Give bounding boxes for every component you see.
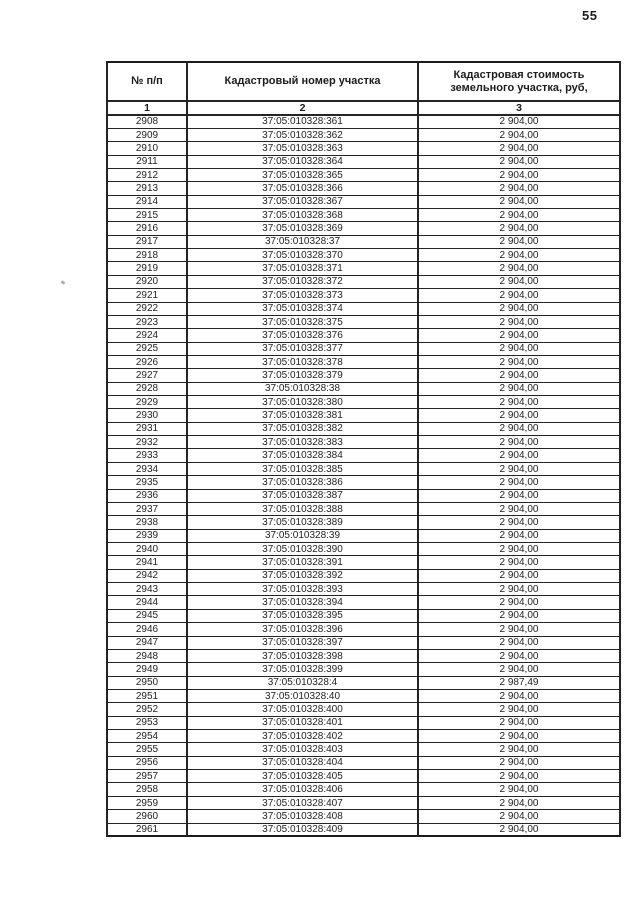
cadastral-number-cell: 37:05:010328:37 (187, 235, 418, 248)
row-index-cell: 2953 (107, 716, 187, 729)
cadastral-value-cell: 2 904,00 (418, 569, 620, 582)
cadastral-number-cell: 37:05:010328:372 (187, 275, 418, 288)
cadastral-number-cell: 37:05:010328:373 (187, 289, 418, 302)
cadastral-number-cell: 37:05:010328:379 (187, 369, 418, 382)
row-index-cell: 2936 (107, 489, 187, 502)
row-index-cell: 2916 (107, 222, 187, 235)
row-index-cell: 2938 (107, 516, 187, 529)
cadastral-value-cell: 2 904,00 (418, 556, 620, 569)
table-row (107, 115, 620, 128)
cadastral-value-cell: 2 904,00 (418, 396, 620, 409)
cadastral-number-cell: 37:05:010328:371 (187, 262, 418, 275)
cadastral-value-cell: 2 904,00 (418, 623, 620, 636)
cadastral-number-cell: 37:05:010328:409 (187, 823, 418, 836)
table-row (107, 275, 620, 288)
cadastral-value-cell: 2 904,00 (418, 289, 620, 302)
table-row (107, 689, 620, 702)
cadastral-value-cell: 2 904,00 (418, 115, 620, 128)
cadastral-number-cell: 37:05:010328:365 (187, 168, 418, 181)
cadastral-value-cell: 2 904,00 (418, 502, 620, 515)
table-row (107, 502, 620, 515)
row-index-cell: 2955 (107, 743, 187, 756)
table-row (107, 422, 620, 435)
table-row (107, 796, 620, 809)
cadastral-number-cell: 37:05:010328:361 (187, 115, 418, 128)
table-row (107, 262, 620, 275)
cadastral-value-cell: 2 904,00 (418, 382, 620, 395)
cadastral-value-cell: 2 904,00 (418, 209, 620, 222)
row-index-cell: 2949 (107, 663, 187, 676)
cadastral-number-cell: 37:05:010328:39 (187, 529, 418, 542)
row-index-cell: 2945 (107, 609, 187, 622)
row-index-cell: 2914 (107, 195, 187, 208)
row-index-cell: 2943 (107, 583, 187, 596)
cadastral-number-cell: 37:05:010328:398 (187, 649, 418, 662)
cadastral-number-cell: 37:05:010328:4 (187, 676, 418, 689)
table-row (107, 302, 620, 315)
table-row (107, 649, 620, 662)
row-index-cell: 2952 (107, 703, 187, 716)
cadastral-value-cell: 2 904,00 (418, 249, 620, 262)
row-index-cell: 2957 (107, 770, 187, 783)
cadastral-value-cell: 2 987,49 (418, 676, 620, 689)
cadastral-value-cell: 2 904,00 (418, 663, 620, 676)
table-row (107, 396, 620, 409)
cadastral-number-cell: 37:05:010328:406 (187, 783, 418, 796)
row-index-cell: 2928 (107, 382, 187, 395)
cadastral-value-cell: 2 904,00 (418, 756, 620, 769)
cadastral-number-cell: 37:05:010328:388 (187, 502, 418, 515)
cadastral-number-cell: 37:05:010328:378 (187, 355, 418, 368)
row-index-cell: 2913 (107, 182, 187, 195)
cadastral-value-cell: 2 904,00 (418, 596, 620, 609)
table-row (107, 596, 620, 609)
table-row (107, 569, 620, 582)
table-row (107, 623, 620, 636)
cadastral-number-cell: 37:05:010328:362 (187, 128, 418, 141)
cadastral-number-cell: 37:05:010328:389 (187, 516, 418, 529)
cadastral-number-cell: 37:05:010328:399 (187, 663, 418, 676)
table-row (107, 168, 620, 181)
row-index-cell: 2919 (107, 262, 187, 275)
table-row (107, 703, 620, 716)
cadastral-value-cell: 2 904,00 (418, 355, 620, 368)
row-index-cell: 2941 (107, 556, 187, 569)
table-row (107, 342, 620, 355)
cadastral-number-cell: 37:05:010328:40 (187, 689, 418, 702)
cadastral-number-cell: 37:05:010328:384 (187, 449, 418, 462)
cadastral-value-cell: 2 904,00 (418, 783, 620, 796)
table-row (107, 609, 620, 622)
cadastral-value-cell: 2 904,00 (418, 449, 620, 462)
row-index-cell: 2918 (107, 249, 187, 262)
table-row (107, 315, 620, 328)
cadastral-number-cell: 37:05:010328:366 (187, 182, 418, 195)
row-index-cell: 2939 (107, 529, 187, 542)
row-index-cell: 2942 (107, 569, 187, 582)
table-row (107, 235, 620, 248)
cadastral-number-cell: 37:05:010328:386 (187, 476, 418, 489)
table-header-row (107, 62, 620, 101)
table-row (107, 743, 620, 756)
cadastral-number-cell: 37:05:010328:377 (187, 342, 418, 355)
table-body (107, 115, 620, 836)
table-row (107, 770, 620, 783)
row-index-cell: 2940 (107, 543, 187, 556)
row-index-cell: 2959 (107, 796, 187, 809)
row-index-cell: 2917 (107, 235, 187, 248)
column-header-index-label: № п/п (131, 75, 163, 87)
cadastral-value-cell: 2 904,00 (418, 529, 620, 542)
cadastral-number-cell: 37:05:010328:407 (187, 796, 418, 809)
row-index-cell: 2934 (107, 462, 187, 475)
cadastral-number-cell: 37:05:010328:375 (187, 315, 418, 328)
cadastral-value-cell: 2 904,00 (418, 462, 620, 475)
cadastral-value-cell: 2 904,00 (418, 369, 620, 382)
cadastral-value-cell: 2 904,00 (418, 649, 620, 662)
cadastral-value-cell: 2 904,00 (418, 315, 620, 328)
table-row (107, 823, 620, 836)
cadastral-number-cell: 37:05:010328:370 (187, 249, 418, 262)
row-index-cell: 2948 (107, 649, 187, 662)
row-index-cell: 2911 (107, 155, 187, 168)
cadastral-number-cell: 37:05:010328:392 (187, 569, 418, 582)
cadastral-number-cell: 37:05:010328:405 (187, 770, 418, 783)
cadastral-value-cell: 2 904,00 (418, 168, 620, 181)
row-index-cell: 2927 (107, 369, 187, 382)
table-row (107, 636, 620, 649)
row-index-cell: 2937 (107, 502, 187, 515)
cadastral-value-cell: 2 904,00 (418, 730, 620, 743)
row-index-cell: 2923 (107, 315, 187, 328)
cadastral-number-cell: 37:05:010328:374 (187, 302, 418, 315)
table-row (107, 355, 620, 368)
cadastral-number-cell: 37:05:010328:367 (187, 195, 418, 208)
cadastral-number-cell: 37:05:010328:400 (187, 703, 418, 716)
cadastral-number-cell: 37:05:010328:387 (187, 489, 418, 502)
cadastral-number-cell: 37:05:010328:390 (187, 543, 418, 556)
table-row (107, 756, 620, 769)
cadastral-value-cell: 2 904,00 (418, 796, 620, 809)
cadastral-value-cell: 2 904,00 (418, 142, 620, 155)
table-row (107, 476, 620, 489)
table-row (107, 329, 620, 342)
table-row (107, 222, 620, 235)
row-index-cell: 2958 (107, 783, 187, 796)
cadastral-value-cell: 2 904,00 (418, 823, 620, 836)
table-row (107, 289, 620, 302)
cadastral-value-cell: 2 904,00 (418, 689, 620, 702)
table-row (107, 128, 620, 141)
row-index-cell: 2915 (107, 209, 187, 222)
cadastral-value-cell: 2 904,00 (418, 222, 620, 235)
table-row (107, 449, 620, 462)
table-row (107, 556, 620, 569)
table-row (107, 516, 620, 529)
row-index-cell: 2926 (107, 355, 187, 368)
cadastral-number-cell: 37:05:010328:395 (187, 609, 418, 622)
table-row (107, 142, 620, 155)
cadastral-value-cell: 2 904,00 (418, 636, 620, 649)
cadastral-value-cell: 2 904,00 (418, 182, 620, 195)
column-number-1: 1 (107, 101, 187, 115)
table-row (107, 489, 620, 502)
row-index-cell: 2935 (107, 476, 187, 489)
cadastral-number-cell: 37:05:010328:364 (187, 155, 418, 168)
page-number: 55 (582, 8, 598, 23)
table-row (107, 730, 620, 743)
column-header-cadastral-number-label: Кадастровый номер участка (224, 75, 381, 87)
cadastral-value-cell: 2 904,00 (418, 543, 620, 556)
cadastral-number-cell: 37:05:010328:401 (187, 716, 418, 729)
cadastral-value-cell: 2 904,00 (418, 422, 620, 435)
table-row (107, 716, 620, 729)
cadastral-value-cell: 2 904,00 (418, 342, 620, 355)
cadastral-value-cell: 2 904,00 (418, 489, 620, 502)
table-row (107, 543, 620, 556)
cadastral-value-cell: 2 904,00 (418, 235, 620, 248)
row-index-cell: 2924 (107, 329, 187, 342)
cadastral-number-cell: 37:05:010328:363 (187, 142, 418, 155)
cadastral-value-cell: 2 904,00 (418, 195, 620, 208)
row-index-cell: 2922 (107, 302, 187, 315)
cadastral-number-cell: 37:05:010328:368 (187, 209, 418, 222)
row-index-cell: 2931 (107, 422, 187, 435)
cadastral-value-cell: 2 904,00 (418, 155, 620, 168)
cadastral-number-cell: 37:05:010328:408 (187, 810, 418, 823)
row-index-cell: 2956 (107, 756, 187, 769)
table-row (107, 155, 620, 168)
cadastral-value-cell: 2 904,00 (418, 609, 620, 622)
cadastral-value-table (106, 61, 621, 837)
cadastral-value-cell: 2 904,00 (418, 703, 620, 716)
row-index-cell: 2946 (107, 623, 187, 636)
row-index-cell: 2909 (107, 128, 187, 141)
table-row (107, 182, 620, 195)
column-header-index (107, 62, 187, 101)
column-header-cadastral-number (187, 62, 418, 101)
row-index-cell: 2961 (107, 823, 187, 836)
cadastral-value-cell: 2 904,00 (418, 476, 620, 489)
column-number-row (107, 101, 620, 115)
cadastral-number-cell: 37:05:010328:38 (187, 382, 418, 395)
cadastral-number-cell: 37:05:010328:402 (187, 730, 418, 743)
scan-artifact (61, 280, 66, 285)
cadastral-value-cell: 2 904,00 (418, 409, 620, 422)
cadastral-value-cell: 2 904,00 (418, 436, 620, 449)
row-index-cell: 2950 (107, 676, 187, 689)
column-header-cadastral-value-label: Кадастровая стоимость земельного участка, руб, (450, 68, 588, 94)
cadastral-value-cell: 2 904,00 (418, 516, 620, 529)
table-row (107, 409, 620, 422)
row-index-cell: 2932 (107, 436, 187, 449)
row-index-cell: 2921 (107, 289, 187, 302)
row-index-cell: 2960 (107, 810, 187, 823)
table-row (107, 436, 620, 449)
column-header-cadastral-value (418, 62, 620, 101)
cadastral-number-cell: 37:05:010328:403 (187, 743, 418, 756)
cadastral-value-cell: 2 904,00 (418, 770, 620, 783)
table-row (107, 676, 620, 689)
cadastral-number-cell: 37:05:010328:376 (187, 329, 418, 342)
table-row (107, 195, 620, 208)
table-row (107, 249, 620, 262)
cadastral-number-cell: 37:05:010328:385 (187, 462, 418, 475)
cadastral-value-cell: 2 904,00 (418, 329, 620, 342)
table-row (107, 209, 620, 222)
table-row (107, 810, 620, 823)
cadastral-number-cell: 37:05:010328:397 (187, 636, 418, 649)
cadastral-number-cell: 37:05:010328:404 (187, 756, 418, 769)
row-index-cell: 2925 (107, 342, 187, 355)
cadastral-number-cell: 37:05:010328:394 (187, 596, 418, 609)
cadastral-number-cell: 37:05:010328:381 (187, 409, 418, 422)
column-number-2: 2 (187, 101, 418, 115)
row-index-cell: 2908 (107, 115, 187, 128)
cadastral-number-cell: 37:05:010328:396 (187, 623, 418, 636)
table-row (107, 663, 620, 676)
cadastral-value-cell: 2 904,00 (418, 262, 620, 275)
table-head (107, 62, 620, 115)
table-row (107, 529, 620, 542)
cadastral-value-cell: 2 904,00 (418, 128, 620, 141)
table-row (107, 783, 620, 796)
row-index-cell: 2930 (107, 409, 187, 422)
cadastral-value-cell: 2 904,00 (418, 716, 620, 729)
row-index-cell: 2933 (107, 449, 187, 462)
row-index-cell: 2912 (107, 168, 187, 181)
cadastral-number-cell: 37:05:010328:369 (187, 222, 418, 235)
row-index-cell: 2954 (107, 730, 187, 743)
cadastral-value-cell: 2 904,00 (418, 743, 620, 756)
cadastral-number-cell: 37:05:010328:383 (187, 436, 418, 449)
cadastral-number-cell: 37:05:010328:393 (187, 583, 418, 596)
cadastral-value-cell: 2 904,00 (418, 302, 620, 315)
row-index-cell: 2947 (107, 636, 187, 649)
table-row (107, 382, 620, 395)
row-index-cell: 2929 (107, 396, 187, 409)
cadastral-value-cell: 2 904,00 (418, 275, 620, 288)
table-row (107, 462, 620, 475)
row-index-cell: 2920 (107, 275, 187, 288)
row-index-cell: 2951 (107, 689, 187, 702)
cadastral-value-cell: 2 904,00 (418, 810, 620, 823)
cadastral-value-cell: 2 904,00 (418, 583, 620, 596)
cadastral-number-cell: 37:05:010328:391 (187, 556, 418, 569)
table-row (107, 583, 620, 596)
row-index-cell: 2944 (107, 596, 187, 609)
table-row (107, 369, 620, 382)
cadastral-number-cell: 37:05:010328:382 (187, 422, 418, 435)
cadastral-number-cell: 37:05:010328:380 (187, 396, 418, 409)
column-number-3: 3 (418, 101, 620, 115)
row-index-cell: 2910 (107, 142, 187, 155)
